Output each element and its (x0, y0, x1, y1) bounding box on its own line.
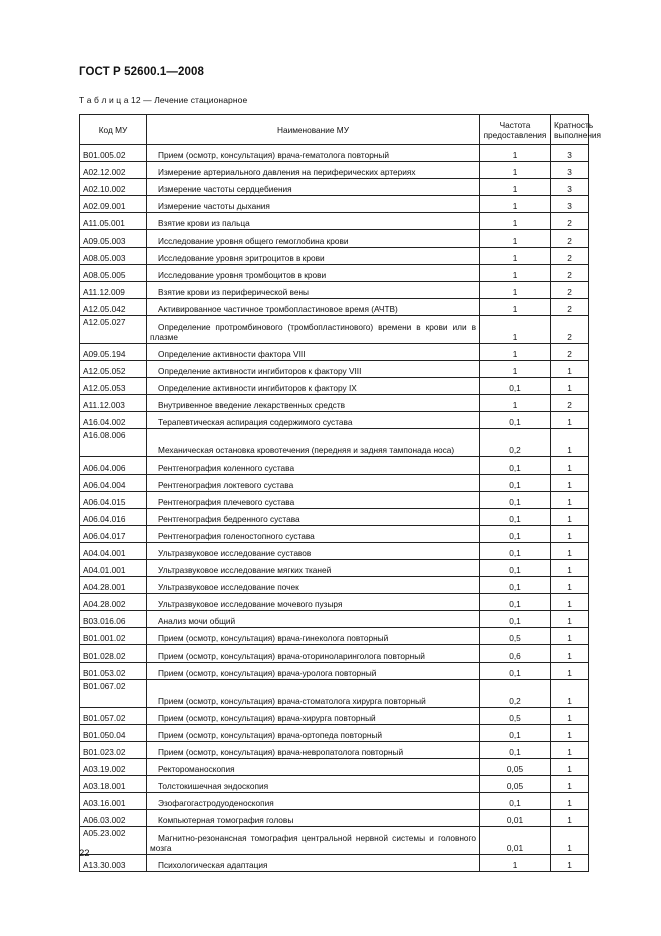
header-name: Наименование МУ (147, 115, 480, 145)
cell-multiplicity: 1 (551, 361, 589, 378)
cell-name: Прием (осмотр, консультация) врача-стоматолога хирурга повторный (147, 679, 480, 707)
cell-frequency: 0,1 (480, 525, 551, 542)
cell-name: Магнитно-резонансная томография центральной нервной системы и головного мозга (147, 827, 480, 855)
table-row (80, 662, 589, 679)
cell-code: A09.05.003 (80, 230, 147, 247)
cell-code: A08.05.005 (80, 264, 147, 281)
cell-multiplicity: 2 (551, 298, 589, 315)
cell-multiplicity: 1 (551, 827, 589, 855)
table-row (80, 179, 589, 196)
cell-frequency: 0,1 (480, 724, 551, 741)
table-row (80, 793, 589, 810)
cell-frequency: 1 (480, 247, 551, 264)
cell-code: B03.016.06 (80, 611, 147, 628)
cell-multiplicity: 3 (551, 196, 589, 213)
table-row (80, 827, 589, 855)
cell-name: Прием (осмотр, консультация) врача-оториноларинголога повторный (147, 645, 480, 662)
cell-name: Механическая остановка кровотечения (передняя и задняя тампонада носа) (147, 429, 480, 457)
cell-name: Рентгенография локтевого сустава (147, 474, 480, 491)
cell-code: A02.12.002 (80, 162, 147, 179)
cell-multiplicity: 1 (551, 457, 589, 474)
cell-frequency: 0,1 (480, 412, 551, 429)
cell-name: Активированное частичное тромбопластиновое время (АЧТВ) (147, 298, 480, 315)
cell-name: Ультразвуковое исследование мочевого пузыря (147, 594, 480, 611)
cell-code: A06.04.016 (80, 508, 147, 525)
cell-code: A05.23.002 (80, 827, 147, 855)
cell-name: Прием (осмотр, консультация) врача-гинеколога повторный (147, 628, 480, 645)
cell-code: A04.04.001 (80, 542, 147, 559)
cell-code: A04.28.001 (80, 577, 147, 594)
table-row (80, 281, 589, 298)
cell-multiplicity: 1 (551, 679, 589, 707)
cell-name: Определение активности фактора VIII (147, 343, 480, 360)
cell-multiplicity: 1 (551, 793, 589, 810)
cell-name: Измерение частоты дыхания (147, 196, 480, 213)
cell-multiplicity: 1 (551, 724, 589, 741)
cell-code: A06.04.004 (80, 474, 147, 491)
table-row (80, 542, 589, 559)
cell-frequency: 0,6 (480, 645, 551, 662)
cell-code: B01.028.02 (80, 645, 147, 662)
cell-code: A13.30.003 (80, 855, 147, 872)
cell-code: A12.05.052 (80, 361, 147, 378)
cell-frequency: 0,1 (480, 491, 551, 508)
cell-code: A09.05.194 (80, 343, 147, 360)
cell-name: Компьютерная томография головы (147, 810, 480, 827)
cell-multiplicity: 2 (551, 315, 589, 343)
cell-code: A16.08.006 (80, 429, 147, 457)
cell-multiplicity: 1 (551, 707, 589, 724)
cell-code: A11.12.003 (80, 395, 147, 412)
cell-frequency: 1 (480, 145, 551, 162)
cell-multiplicity: 2 (551, 343, 589, 360)
table-row (80, 395, 589, 412)
cell-frequency: 1 (480, 361, 551, 378)
cell-name: Толстокишечная эндоскопия (147, 776, 480, 793)
table-row (80, 758, 589, 775)
cell-code: A06.04.006 (80, 457, 147, 474)
cell-multiplicity: 1 (551, 474, 589, 491)
cell-frequency: 0,1 (480, 594, 551, 611)
cell-frequency: 0,1 (480, 793, 551, 810)
cell-code: B01.005.02 (80, 145, 147, 162)
cell-code: A03.19.002 (80, 758, 147, 775)
cell-multiplicity: 3 (551, 162, 589, 179)
header-frequency: Частота предоставления (480, 115, 551, 145)
cell-multiplicity: 1 (551, 378, 589, 395)
cell-name: Прием (осмотр, консультация) врача-гематолога повторный (147, 145, 480, 162)
cell-name: Ультразвуковое исследование суставов (147, 542, 480, 559)
cell-frequency: 0,1 (480, 542, 551, 559)
cell-name: Внутривенное введение лекарственных средств (147, 395, 480, 412)
table-row (80, 457, 589, 474)
cell-code: A16.04.002 (80, 412, 147, 429)
cell-frequency: 1 (480, 855, 551, 872)
cell-code: A06.03.002 (80, 810, 147, 827)
cell-multiplicity: 1 (551, 412, 589, 429)
table-row (80, 213, 589, 230)
table-row (80, 577, 589, 594)
cell-name: Психологическая адаптация (147, 855, 480, 872)
cell-code: B01.067.02 (80, 679, 147, 707)
cell-code: A06.04.017 (80, 525, 147, 542)
cell-name: Ультразвуковое исследование мягких тканей (147, 559, 480, 576)
cell-name: Взятие крови из пальца (147, 213, 480, 230)
cell-multiplicity: 2 (551, 230, 589, 247)
cell-multiplicity: 3 (551, 145, 589, 162)
cell-code: A03.18.001 (80, 776, 147, 793)
cell-multiplicity: 2 (551, 264, 589, 281)
table-row (80, 264, 589, 281)
table-header-row (80, 115, 589, 145)
cell-name: Анализ мочи общий (147, 611, 480, 628)
cell-code: B01.050.04 (80, 724, 147, 741)
cell-name: Определение активности ингибиторов к фактору VIII (147, 361, 480, 378)
cell-frequency: 0,1 (480, 378, 551, 395)
cell-name: Прием (осмотр, консультация) врача-уролога повторный (147, 662, 480, 679)
table-row (80, 679, 589, 707)
cell-multiplicity: 2 (551, 247, 589, 264)
cell-frequency: 0,1 (480, 741, 551, 758)
cell-frequency: 1 (480, 343, 551, 360)
header-code: Код МУ (80, 115, 147, 145)
table-row (80, 508, 589, 525)
cell-multiplicity: 1 (551, 741, 589, 758)
table-row (80, 429, 589, 457)
cell-frequency: 0,05 (480, 758, 551, 775)
table-row (80, 196, 589, 213)
cell-multiplicity: 1 (551, 855, 589, 872)
cell-multiplicity: 1 (551, 542, 589, 559)
table-row (80, 611, 589, 628)
cell-frequency: 0,2 (480, 679, 551, 707)
cell-name: Терапевтическая аспирация содержимого сустава (147, 412, 480, 429)
cell-multiplicity: 1 (551, 525, 589, 542)
cell-frequency: 0,1 (480, 508, 551, 525)
cell-multiplicity: 1 (551, 645, 589, 662)
table-row (80, 776, 589, 793)
cell-code: B01.023.02 (80, 741, 147, 758)
cell-multiplicity: 1 (551, 594, 589, 611)
document-title: ГОСТ Р 52600.1—2008 (79, 66, 204, 78)
cell-multiplicity: 1 (551, 662, 589, 679)
cell-code: B01.053.02 (80, 662, 147, 679)
cell-code: A02.09.001 (80, 196, 147, 213)
cell-multiplicity: 1 (551, 577, 589, 594)
cell-frequency: 0,1 (480, 577, 551, 594)
cell-frequency: 1 (480, 315, 551, 343)
cell-frequency: 0,01 (480, 810, 551, 827)
cell-frequency: 1 (480, 213, 551, 230)
cell-name: Исследование уровня эритроцитов в крови (147, 247, 480, 264)
cell-multiplicity: 1 (551, 628, 589, 645)
table-row (80, 230, 589, 247)
cell-code: A12.05.027 (80, 315, 147, 343)
table-row (80, 162, 589, 179)
cell-frequency: 0,05 (480, 776, 551, 793)
cell-code: A12.05.053 (80, 378, 147, 395)
cell-frequency: 1 (480, 162, 551, 179)
cell-name: Эзофагогастродуоденоскопия (147, 793, 480, 810)
cell-multiplicity: 1 (551, 508, 589, 525)
cell-name: Определение протромбинового (тромбопластинового) времени в крови или в плазме (147, 315, 480, 343)
cell-code: A04.28.002 (80, 594, 147, 611)
cell-code: A06.04.015 (80, 491, 147, 508)
cell-frequency: 1 (480, 264, 551, 281)
cell-code: A08.05.003 (80, 247, 147, 264)
cell-name: Исследование уровня общего гемоглобина крови (147, 230, 480, 247)
cell-name: Рентгенография голеностопного сустава (147, 525, 480, 542)
table-caption: Т а б л и ц а 12 — Лечение стационарное (79, 95, 248, 105)
cell-code: A02.10.002 (80, 179, 147, 196)
table-row (80, 247, 589, 264)
cell-name: Исследование уровня тромбоцитов в крови (147, 264, 480, 281)
cell-name: Ректороманоскопия (147, 758, 480, 775)
table-row (80, 525, 589, 542)
cell-frequency: 0,01 (480, 827, 551, 855)
cell-multiplicity: 1 (551, 491, 589, 508)
cell-name: Прием (осмотр, консультация) врача-хирурга повторный (147, 707, 480, 724)
table-row (80, 724, 589, 741)
cell-multiplicity: 2 (551, 213, 589, 230)
cell-frequency: 1 (480, 179, 551, 196)
cell-frequency: 0,5 (480, 628, 551, 645)
table-row (80, 145, 589, 162)
cell-name: Измерение частоты сердцебиения (147, 179, 480, 196)
cell-frequency: 0,1 (480, 474, 551, 491)
table-row (80, 741, 589, 758)
cell-name: Рентгенография коленного сустава (147, 457, 480, 474)
cell-name: Взятие крови из периферической вены (147, 281, 480, 298)
cell-frequency: 0,1 (480, 611, 551, 628)
services-table (79, 114, 602, 872)
table-row (80, 594, 589, 611)
cell-name: Прием (осмотр, консультация) врача-ортопеда повторный (147, 724, 480, 741)
cell-name: Прием (осмотр, консультация) врача-невропатолога повторный (147, 741, 480, 758)
table-row (80, 315, 589, 343)
cell-frequency: 0,2 (480, 429, 551, 457)
cell-name: Рентгенография бедренного сустава (147, 508, 480, 525)
table-row (80, 412, 589, 429)
table-row (80, 855, 589, 872)
table-row (80, 707, 589, 724)
cell-code: A11.05.001 (80, 213, 147, 230)
table-row (80, 628, 589, 645)
page-number: 22 (79, 848, 90, 859)
header-multiplicity: Кратность выполнения (551, 115, 589, 145)
cell-frequency: 0,1 (480, 559, 551, 576)
cell-multiplicity: 1 (551, 559, 589, 576)
table-row (80, 645, 589, 662)
table-row (80, 361, 589, 378)
cell-name: Измерение артериального давления на периферических артериях (147, 162, 480, 179)
cell-multiplicity: 2 (551, 395, 589, 412)
cell-multiplicity: 3 (551, 179, 589, 196)
cell-frequency: 1 (480, 230, 551, 247)
table-row (80, 378, 589, 395)
cell-multiplicity: 1 (551, 776, 589, 793)
cell-frequency: 1 (480, 395, 551, 412)
cell-multiplicity: 1 (551, 429, 589, 457)
cell-frequency: 1 (480, 298, 551, 315)
table-row (80, 474, 589, 491)
cell-frequency: 1 (480, 196, 551, 213)
cell-name: Определение активности ингибиторов к фактору IX (147, 378, 480, 395)
cell-multiplicity: 1 (551, 758, 589, 775)
cell-code: A11.12.009 (80, 281, 147, 298)
cell-multiplicity: 1 (551, 611, 589, 628)
cell-code: B01.057.02 (80, 707, 147, 724)
table-row (80, 343, 589, 360)
table-row (80, 298, 589, 315)
cell-frequency: 0,1 (480, 662, 551, 679)
cell-code: A12.05.042 (80, 298, 147, 315)
cell-frequency: 1 (480, 281, 551, 298)
table-row (80, 559, 589, 576)
cell-multiplicity: 1 (551, 810, 589, 827)
cell-frequency: 0,5 (480, 707, 551, 724)
cell-code: A04.01.001 (80, 559, 147, 576)
cell-multiplicity: 2 (551, 281, 589, 298)
cell-frequency: 0,1 (480, 457, 551, 474)
cell-name: Ультразвуковое исследование почек (147, 577, 480, 594)
table-row (80, 491, 589, 508)
cell-name: Рентгенография плечевого сустава (147, 491, 480, 508)
cell-code: A03.16.001 (80, 793, 147, 810)
table-row (80, 810, 589, 827)
cell-code: B01.001.02 (80, 628, 147, 645)
